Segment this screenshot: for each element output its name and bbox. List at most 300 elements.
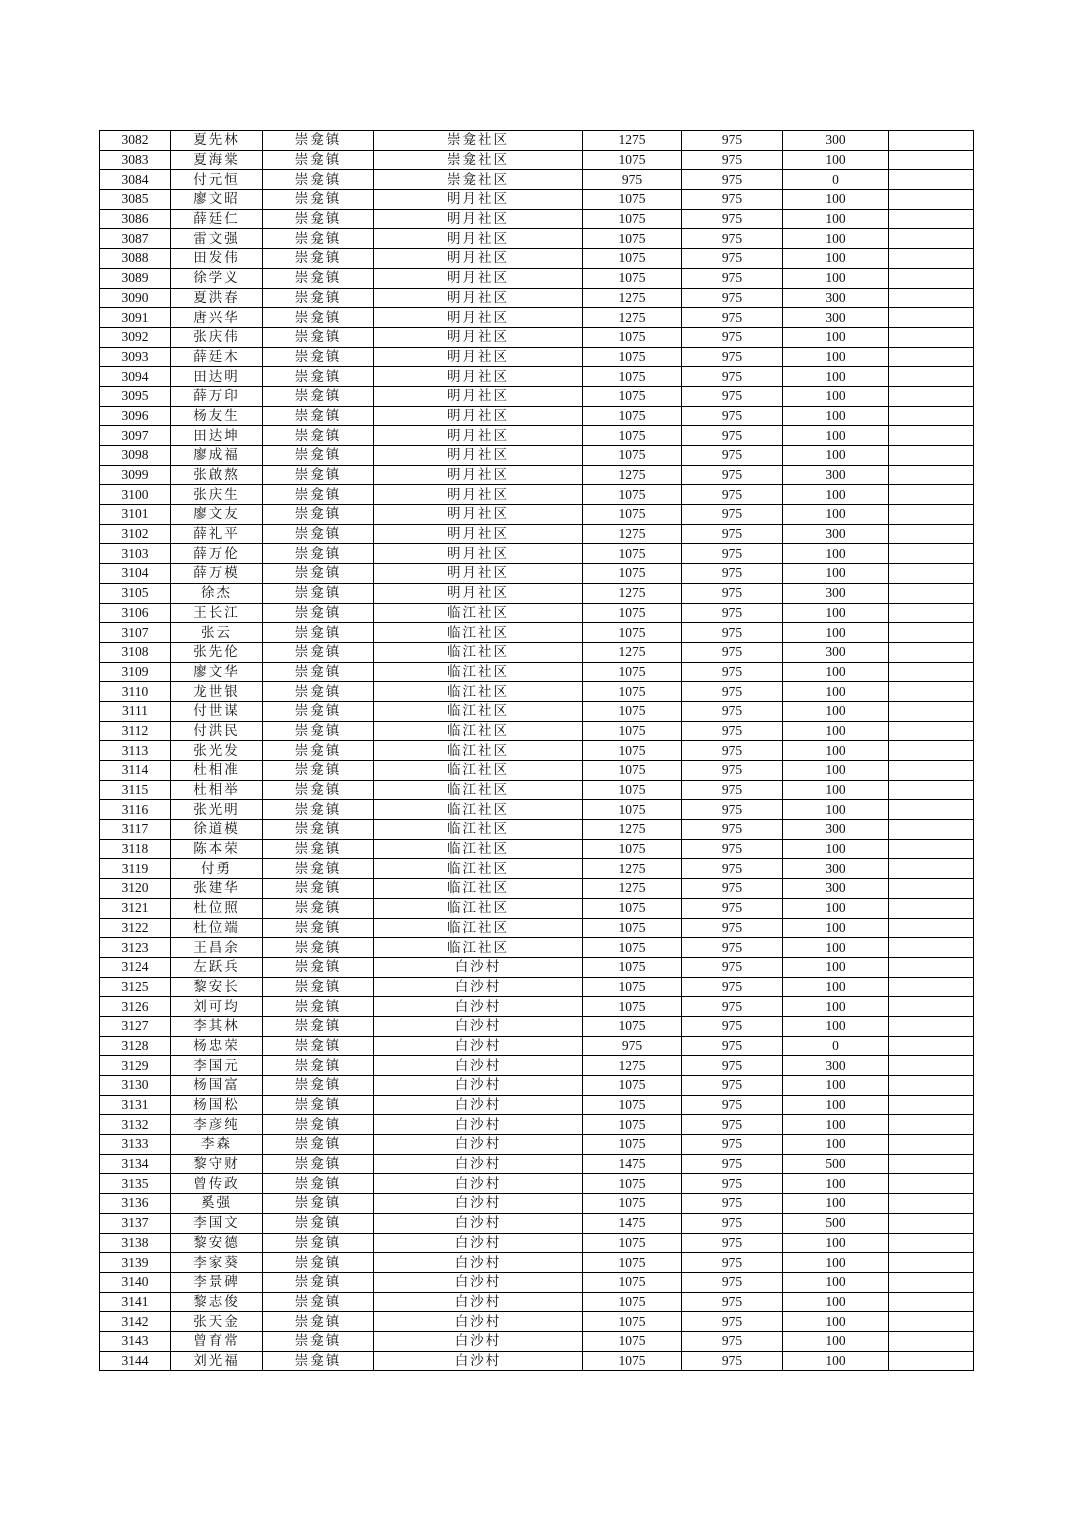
extra-amount-cell: 100	[783, 229, 889, 249]
extra-amount-cell: 100	[783, 1115, 889, 1135]
extra-amount-cell: 100	[783, 505, 889, 525]
row-id-cell: 3124	[100, 957, 171, 977]
base-amount-cell: 975	[682, 1312, 783, 1332]
base-amount-cell: 975	[682, 957, 783, 977]
total-amount-cell: 1075	[583, 977, 682, 997]
total-amount-cell: 1075	[583, 918, 682, 938]
total-amount-cell: 1475	[583, 1154, 682, 1174]
total-amount-cell: 1075	[583, 898, 682, 918]
town-cell: 崇龛镇	[263, 544, 374, 564]
extra-amount-cell: 300	[783, 879, 889, 899]
extra-amount-cell: 100	[783, 761, 889, 781]
person-name-cell: 杨国松	[171, 1095, 263, 1115]
town-cell: 崇龛镇	[263, 1194, 374, 1214]
row-id-cell: 3118	[100, 839, 171, 859]
row-id-cell: 3126	[100, 997, 171, 1017]
table-row	[100, 1016, 974, 1036]
roster-body	[100, 131, 974, 1371]
note-cell	[889, 780, 974, 800]
community-cell: 崇龛社区	[374, 150, 583, 170]
total-amount-cell: 1075	[583, 1351, 682, 1371]
base-amount-cell: 975	[682, 1174, 783, 1194]
community-cell: 临江社区	[374, 603, 583, 623]
community-cell: 明月社区	[374, 465, 583, 485]
person-name-cell: 李森	[171, 1135, 263, 1155]
person-name-cell: 张啟熬	[171, 465, 263, 485]
community-cell: 临江社区	[374, 682, 583, 702]
person-name-cell: 付洪民	[171, 721, 263, 741]
base-amount-cell: 975	[682, 288, 783, 308]
table-row	[100, 524, 974, 544]
total-amount-cell: 1075	[583, 485, 682, 505]
note-cell	[889, 682, 974, 702]
town-cell: 崇龛镇	[263, 859, 374, 879]
row-id-cell: 3136	[100, 1194, 171, 1214]
extra-amount-cell: 100	[783, 446, 889, 466]
person-name-cell: 张光发	[171, 741, 263, 761]
table-row	[100, 406, 974, 426]
town-cell: 崇龛镇	[263, 229, 374, 249]
community-cell: 明月社区	[374, 249, 583, 269]
note-cell	[889, 800, 974, 820]
person-name-cell: 付世谋	[171, 701, 263, 721]
note-cell	[889, 1233, 974, 1253]
extra-amount-cell: 100	[783, 898, 889, 918]
row-id-cell: 3083	[100, 150, 171, 170]
note-cell	[889, 367, 974, 387]
community-cell: 白沙村	[374, 1076, 583, 1096]
table-row	[100, 347, 974, 367]
row-id-cell: 3117	[100, 820, 171, 840]
extra-amount-cell: 100	[783, 190, 889, 210]
note-cell	[889, 209, 974, 229]
person-name-cell: 张先伦	[171, 642, 263, 662]
person-name-cell: 陈本荣	[171, 839, 263, 859]
person-name-cell: 李其林	[171, 1016, 263, 1036]
person-name-cell: 左跃兵	[171, 957, 263, 977]
row-id-cell: 3135	[100, 1174, 171, 1194]
base-amount-cell: 975	[682, 623, 783, 643]
person-name-cell: 夏海棠	[171, 150, 263, 170]
note-cell	[889, 1115, 974, 1135]
table-row	[100, 957, 974, 977]
extra-amount-cell: 100	[783, 249, 889, 269]
total-amount-cell: 1075	[583, 367, 682, 387]
town-cell: 崇龛镇	[263, 839, 374, 859]
row-id-cell: 3130	[100, 1076, 171, 1096]
extra-amount-cell: 100	[783, 327, 889, 347]
extra-amount-cell: 100	[783, 1312, 889, 1332]
total-amount-cell: 1075	[583, 1115, 682, 1135]
person-name-cell: 徐杰	[171, 583, 263, 603]
community-cell: 明月社区	[374, 209, 583, 229]
town-cell: 崇龛镇	[263, 642, 374, 662]
total-amount-cell: 1075	[583, 1331, 682, 1351]
base-amount-cell: 975	[682, 1272, 783, 1292]
row-id-cell: 3115	[100, 780, 171, 800]
table-row	[100, 249, 974, 269]
person-name-cell: 张天金	[171, 1312, 263, 1332]
total-amount-cell: 1075	[583, 564, 682, 584]
table-row	[100, 583, 974, 603]
note-cell	[889, 190, 974, 210]
note-cell	[889, 603, 974, 623]
row-id-cell: 3099	[100, 465, 171, 485]
town-cell: 崇龛镇	[263, 288, 374, 308]
community-cell: 临江社区	[374, 859, 583, 879]
extra-amount-cell: 300	[783, 820, 889, 840]
total-amount-cell: 1075	[583, 721, 682, 741]
total-amount-cell: 1275	[583, 465, 682, 485]
total-amount-cell: 1075	[583, 938, 682, 958]
community-cell: 白沙村	[374, 1331, 583, 1351]
row-id-cell: 3120	[100, 879, 171, 899]
table-row	[100, 1056, 974, 1076]
extra-amount-cell: 100	[783, 741, 889, 761]
extra-amount-cell: 100	[783, 1016, 889, 1036]
extra-amount-cell: 100	[783, 918, 889, 938]
note-cell	[889, 288, 974, 308]
community-cell: 明月社区	[374, 485, 583, 505]
town-cell: 崇龛镇	[263, 249, 374, 269]
note-cell	[889, 564, 974, 584]
total-amount-cell: 1075	[583, 623, 682, 643]
town-cell: 崇龛镇	[263, 268, 374, 288]
base-amount-cell: 975	[682, 190, 783, 210]
note-cell	[889, 426, 974, 446]
community-cell: 明月社区	[374, 505, 583, 525]
note-cell	[889, 918, 974, 938]
row-id-cell: 3097	[100, 426, 171, 446]
note-cell	[889, 1253, 974, 1273]
base-amount-cell: 975	[682, 1095, 783, 1115]
base-amount-cell: 975	[682, 642, 783, 662]
table-row	[100, 268, 974, 288]
base-amount-cell: 975	[682, 386, 783, 406]
person-name-cell: 薛廷木	[171, 347, 263, 367]
town-cell: 崇龛镇	[263, 465, 374, 485]
total-amount-cell: 1075	[583, 268, 682, 288]
note-cell	[889, 701, 974, 721]
extra-amount-cell: 100	[783, 150, 889, 170]
table-row	[100, 1174, 974, 1194]
community-cell: 临江社区	[374, 820, 583, 840]
extra-amount-cell: 100	[783, 485, 889, 505]
row-id-cell: 3092	[100, 327, 171, 347]
total-amount-cell: 1075	[583, 190, 682, 210]
table-row	[100, 1312, 974, 1332]
table-row	[100, 642, 974, 662]
base-amount-cell: 975	[682, 682, 783, 702]
extra-amount-cell: 100	[783, 721, 889, 741]
extra-amount-cell: 300	[783, 583, 889, 603]
total-amount-cell: 1075	[583, 957, 682, 977]
table-row	[100, 859, 974, 879]
community-cell: 白沙村	[374, 1036, 583, 1056]
extra-amount-cell: 100	[783, 800, 889, 820]
total-amount-cell: 1275	[583, 288, 682, 308]
person-name-cell: 唐兴华	[171, 308, 263, 328]
town-cell: 崇龛镇	[263, 820, 374, 840]
person-name-cell: 薛万印	[171, 386, 263, 406]
community-cell: 白沙村	[374, 1115, 583, 1135]
total-amount-cell: 1075	[583, 780, 682, 800]
person-name-cell: 薛万伦	[171, 544, 263, 564]
note-cell	[889, 1056, 974, 1076]
community-cell: 白沙村	[374, 1253, 583, 1273]
total-amount-cell: 1075	[583, 327, 682, 347]
person-name-cell: 廖成福	[171, 446, 263, 466]
base-amount-cell: 975	[682, 1056, 783, 1076]
community-cell: 白沙村	[374, 1016, 583, 1036]
town-cell: 崇龛镇	[263, 131, 374, 151]
row-id-cell: 3101	[100, 505, 171, 525]
community-cell: 白沙村	[374, 1351, 583, 1371]
person-name-cell: 张庆生	[171, 485, 263, 505]
total-amount-cell: 1075	[583, 662, 682, 682]
community-cell: 明月社区	[374, 308, 583, 328]
person-name-cell: 曾育常	[171, 1331, 263, 1351]
person-name-cell: 黎守财	[171, 1154, 263, 1174]
extra-amount-cell: 100	[783, 938, 889, 958]
table-row	[100, 131, 974, 151]
person-name-cell: 付元恒	[171, 170, 263, 190]
table-row	[100, 1095, 974, 1115]
row-id-cell: 3100	[100, 485, 171, 505]
table-row	[100, 701, 974, 721]
total-amount-cell: 1075	[583, 761, 682, 781]
person-name-cell: 杜位照	[171, 898, 263, 918]
total-amount-cell: 1275	[583, 859, 682, 879]
row-id-cell: 3139	[100, 1253, 171, 1273]
base-amount-cell: 975	[682, 1036, 783, 1056]
base-amount-cell: 975	[682, 1076, 783, 1096]
total-amount-cell: 1075	[583, 1253, 682, 1273]
note-cell	[889, 820, 974, 840]
person-name-cell: 雷文强	[171, 229, 263, 249]
note-cell	[889, 898, 974, 918]
total-amount-cell: 975	[583, 1036, 682, 1056]
community-cell: 临江社区	[374, 918, 583, 938]
row-id-cell: 3129	[100, 1056, 171, 1076]
town-cell: 崇龛镇	[263, 564, 374, 584]
town-cell: 崇龛镇	[263, 977, 374, 997]
community-cell: 明月社区	[374, 347, 583, 367]
town-cell: 崇龛镇	[263, 1253, 374, 1273]
row-id-cell: 3093	[100, 347, 171, 367]
person-name-cell: 奚强	[171, 1194, 263, 1214]
base-amount-cell: 975	[682, 1115, 783, 1135]
person-name-cell: 薛礼平	[171, 524, 263, 544]
town-cell: 崇龛镇	[263, 190, 374, 210]
base-amount-cell: 975	[682, 879, 783, 899]
table-row	[100, 308, 974, 328]
base-amount-cell: 975	[682, 268, 783, 288]
row-id-cell: 3110	[100, 682, 171, 702]
person-name-cell: 张建华	[171, 879, 263, 899]
town-cell: 崇龛镇	[263, 918, 374, 938]
extra-amount-cell: 100	[783, 347, 889, 367]
town-cell: 崇龛镇	[263, 1154, 374, 1174]
table-row	[100, 564, 974, 584]
extra-amount-cell: 100	[783, 1253, 889, 1273]
note-cell	[889, 327, 974, 347]
note-cell	[889, 386, 974, 406]
town-cell: 崇龛镇	[263, 170, 374, 190]
base-amount-cell: 975	[682, 150, 783, 170]
base-amount-cell: 975	[682, 761, 783, 781]
table-row	[100, 879, 974, 899]
town-cell: 崇龛镇	[263, 682, 374, 702]
person-name-cell: 廖文华	[171, 662, 263, 682]
town-cell: 崇龛镇	[263, 524, 374, 544]
note-cell	[889, 957, 974, 977]
base-amount-cell: 975	[682, 426, 783, 446]
community-cell: 临江社区	[374, 898, 583, 918]
row-id-cell: 3091	[100, 308, 171, 328]
row-id-cell: 3098	[100, 446, 171, 466]
community-cell: 临江社区	[374, 721, 583, 741]
table-row	[100, 1292, 974, 1312]
row-id-cell: 3090	[100, 288, 171, 308]
note-cell	[889, 347, 974, 367]
total-amount-cell: 1275	[583, 642, 682, 662]
person-name-cell: 曾传政	[171, 1174, 263, 1194]
extra-amount-cell: 100	[783, 386, 889, 406]
community-cell: 明月社区	[374, 386, 583, 406]
person-name-cell: 李国元	[171, 1056, 263, 1076]
community-cell: 白沙村	[374, 1233, 583, 1253]
base-amount-cell: 975	[682, 603, 783, 623]
town-cell: 崇龛镇	[263, 780, 374, 800]
note-cell	[889, 1076, 974, 1096]
table-row	[100, 1135, 974, 1155]
community-cell: 崇龛社区	[374, 170, 583, 190]
extra-amount-cell: 100	[783, 701, 889, 721]
total-amount-cell: 1075	[583, 209, 682, 229]
row-id-cell: 3140	[100, 1272, 171, 1292]
total-amount-cell: 1075	[583, 1292, 682, 1312]
community-cell: 白沙村	[374, 977, 583, 997]
note-cell	[889, 1174, 974, 1194]
row-id-cell: 3133	[100, 1135, 171, 1155]
base-amount-cell: 975	[682, 229, 783, 249]
base-amount-cell: 975	[682, 485, 783, 505]
community-cell: 明月社区	[374, 367, 583, 387]
table-row	[100, 603, 974, 623]
base-amount-cell: 975	[682, 977, 783, 997]
note-cell	[889, 623, 974, 643]
town-cell: 崇龛镇	[263, 1115, 374, 1135]
row-id-cell: 3125	[100, 977, 171, 997]
person-name-cell: 徐道模	[171, 820, 263, 840]
person-name-cell: 徐学义	[171, 268, 263, 288]
note-cell	[889, 721, 974, 741]
community-cell: 临江社区	[374, 839, 583, 859]
town-cell: 崇龛镇	[263, 1135, 374, 1155]
community-cell: 临江社区	[374, 780, 583, 800]
community-cell: 明月社区	[374, 190, 583, 210]
total-amount-cell: 1075	[583, 1095, 682, 1115]
note-cell	[889, 446, 974, 466]
table-row	[100, 1272, 974, 1292]
town-cell: 崇龛镇	[263, 701, 374, 721]
table-row	[100, 682, 974, 702]
extra-amount-cell: 100	[783, 662, 889, 682]
note-cell	[889, 229, 974, 249]
base-amount-cell: 975	[682, 249, 783, 269]
note-cell	[889, 1213, 974, 1233]
note-cell	[889, 839, 974, 859]
base-amount-cell: 975	[682, 938, 783, 958]
person-name-cell: 付勇	[171, 859, 263, 879]
note-cell	[889, 170, 974, 190]
person-name-cell: 薛万模	[171, 564, 263, 584]
community-cell: 明月社区	[374, 564, 583, 584]
person-name-cell: 夏先林	[171, 131, 263, 151]
table-row	[100, 170, 974, 190]
base-amount-cell: 975	[682, 859, 783, 879]
table-row	[100, 898, 974, 918]
community-cell: 明月社区	[374, 583, 583, 603]
note-cell	[889, 583, 974, 603]
base-amount-cell: 975	[682, 1233, 783, 1253]
note-cell	[889, 859, 974, 879]
row-id-cell: 3131	[100, 1095, 171, 1115]
town-cell: 崇龛镇	[263, 1312, 374, 1332]
table-row	[100, 1233, 974, 1253]
person-name-cell: 黎安长	[171, 977, 263, 997]
community-cell: 明月社区	[374, 268, 583, 288]
total-amount-cell: 1075	[583, 1194, 682, 1214]
table-row	[100, 800, 974, 820]
row-id-cell: 3105	[100, 583, 171, 603]
person-name-cell: 廖文昭	[171, 190, 263, 210]
table-row	[100, 1194, 974, 1214]
base-amount-cell: 975	[682, 524, 783, 544]
row-id-cell: 3121	[100, 898, 171, 918]
base-amount-cell: 975	[682, 1194, 783, 1214]
community-cell: 明月社区	[374, 229, 583, 249]
person-name-cell: 李彦纯	[171, 1115, 263, 1135]
town-cell: 崇龛镇	[263, 1351, 374, 1371]
extra-amount-cell: 100	[783, 268, 889, 288]
note-cell	[889, 1194, 974, 1214]
person-name-cell: 李景碑	[171, 1272, 263, 1292]
total-amount-cell: 1075	[583, 1174, 682, 1194]
town-cell: 崇龛镇	[263, 898, 374, 918]
extra-amount-cell: 100	[783, 977, 889, 997]
table-row	[100, 1154, 974, 1174]
extra-amount-cell: 100	[783, 209, 889, 229]
community-cell: 白沙村	[374, 1154, 583, 1174]
base-amount-cell: 975	[682, 1351, 783, 1371]
table-row	[100, 505, 974, 525]
total-amount-cell: 1075	[583, 839, 682, 859]
table-row	[100, 938, 974, 958]
base-amount-cell: 975	[682, 406, 783, 426]
town-cell: 崇龛镇	[263, 1174, 374, 1194]
total-amount-cell: 1075	[583, 1135, 682, 1155]
row-id-cell: 3114	[100, 761, 171, 781]
note-cell	[889, 1312, 974, 1332]
town-cell: 崇龛镇	[263, 505, 374, 525]
community-cell: 白沙村	[374, 1135, 583, 1155]
base-amount-cell: 975	[682, 898, 783, 918]
town-cell: 崇龛镇	[263, 938, 374, 958]
extra-amount-cell: 300	[783, 288, 889, 308]
total-amount-cell: 1075	[583, 505, 682, 525]
